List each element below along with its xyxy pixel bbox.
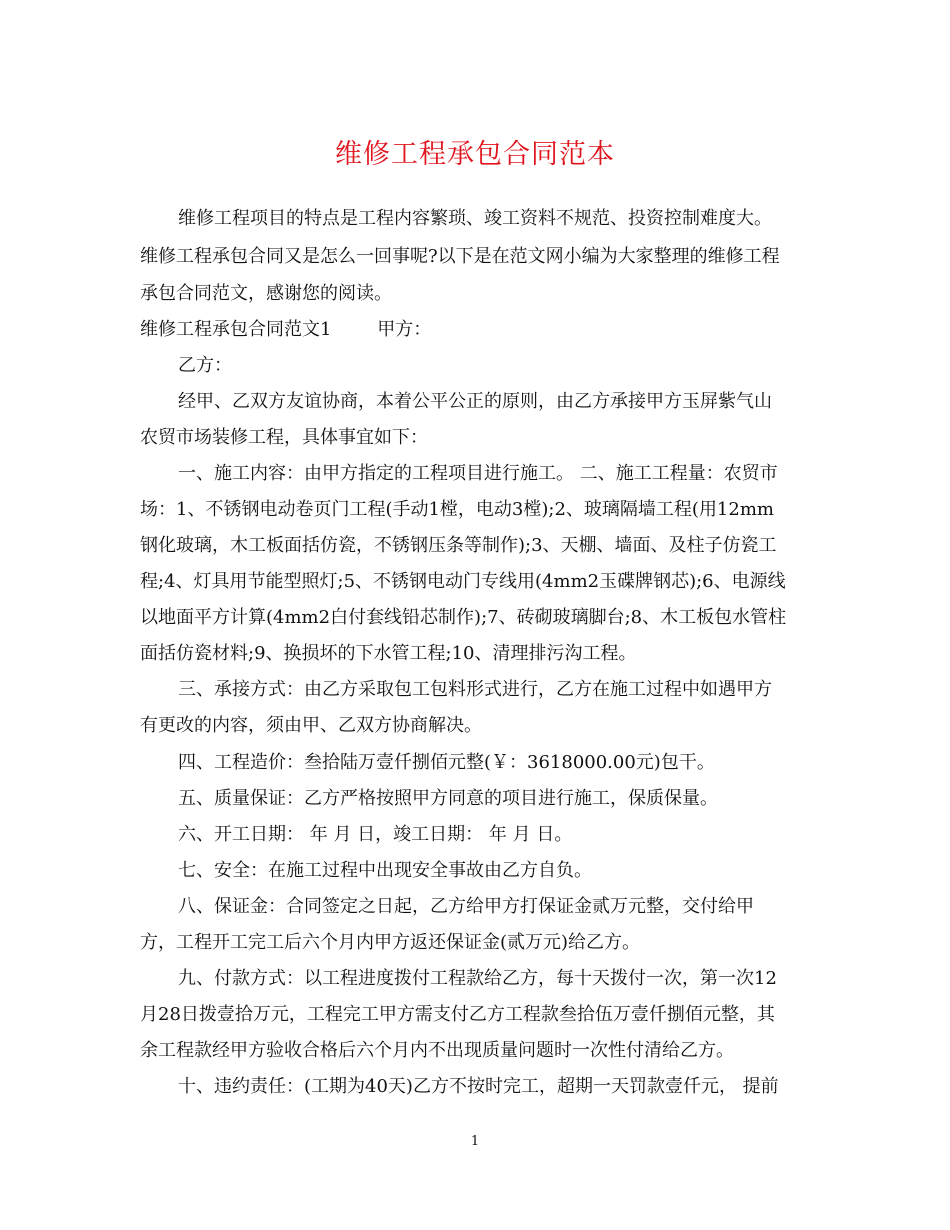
paragraph-line: 维修工程项目的特点是工程内容繁琐、竣工资料不规范、投资控制难度大。 <box>178 208 772 229</box>
paragraph-line: 维修工程承包合同范文1 甲方： <box>140 319 432 340</box>
paragraph-line: 一、施工内容：由甲方指定的工程项目进行施工。 二、施工工程量：农贸市 <box>178 463 778 484</box>
paragraph-line: 八、保证金：合同签定之日起，乙方给甲方打保证金贰万元整，交付给甲 <box>178 896 754 917</box>
document-title: 维修工程承包合同范本 <box>335 139 615 170</box>
paragraph-line: 余工程款经甲方验收合格后六个月内不出现质量问题时一次性付清给乙方。 <box>140 1040 734 1061</box>
paragraph-line: 三、承接方式：由乙方采取包工包料形式进行，乙方在施工过程中如遇甲方 <box>178 679 772 700</box>
paragraph-line: 方，工程开工完工后六个月内甲方返还保证金(贰万元)给乙方。 <box>140 932 641 953</box>
paragraph-line: 维修工程承包合同又是怎么一回事呢?以下是在范文网小编为大家整理的维修工程 <box>140 246 780 267</box>
paragraph-line: 十、违约责任：(工期为40天)乙方不按时完工，超期一天罚款壹仟元， 提前 <box>178 1076 779 1097</box>
paragraph-line: 九、付款方式：以工程进度拨付工程款给乙方，每十天拨付一次，第一次12 <box>178 968 777 989</box>
paragraph-line: 经甲、乙双方友谊协商，本着公平公正的原则，由乙方承接甲方玉屏紫气山 <box>178 391 772 412</box>
paragraph-line: 五、质量保证：乙方严格按照甲方同意的项目进行施工，保质保量。 <box>178 788 718 809</box>
paragraph-line: 七、安全：在施工过程中出现安全事故由乙方自负。 <box>178 860 592 881</box>
paragraph-line: 月28日拨壹拾万元，工程完工甲方需支付乙方工程款叁拾伍万壹仟捌佰元整，其 <box>140 1004 775 1025</box>
paragraph-line: 场：1、不锈钢电动卷页门工程(手动1樘，电动3樘);2、玻璃隔墙工程(用12mm <box>140 499 774 520</box>
paragraph-line: 承包合同范文，感谢您的阅读。 <box>140 283 392 304</box>
paragraph-line: 乙方： <box>178 355 232 376</box>
paragraph-line: 农贸市场装修工程，具体事宜如下： <box>140 427 428 448</box>
paragraph-line: 有更改的内容，须由甲、乙双方协商解决。 <box>140 715 482 736</box>
paragraph-line: 程;4、灯具用节能型照灯;5、不锈钢电动门专线用(4mm2玉碟牌钢芯);6、电源线 <box>140 571 786 592</box>
page-number: 1 <box>470 1134 480 1149</box>
paragraph-line: 四、工程造价：叁拾陆万壹仟捌佰元整(￥：3618000.00元)包干。 <box>178 752 715 773</box>
paragraph-line: 以地面平方计算(4mm2白付套线铅芯制作);7、砖砌玻璃脚台;8、木工板包水管柱 <box>140 607 787 628</box>
paragraph-line: 面括仿瓷材料;9、换损坏的下水管工程;10、清理排污沟工程。 <box>140 643 637 664</box>
paragraph-line: 六、开工日期： 年 月 日，竣工日期： 年 月 日。 <box>178 824 573 845</box>
paragraph-line: 钢化玻璃，木工板面括仿瓷，不锈钢压条等制作);3、天棚、墙面、及柱子仿瓷工 <box>140 535 777 556</box>
